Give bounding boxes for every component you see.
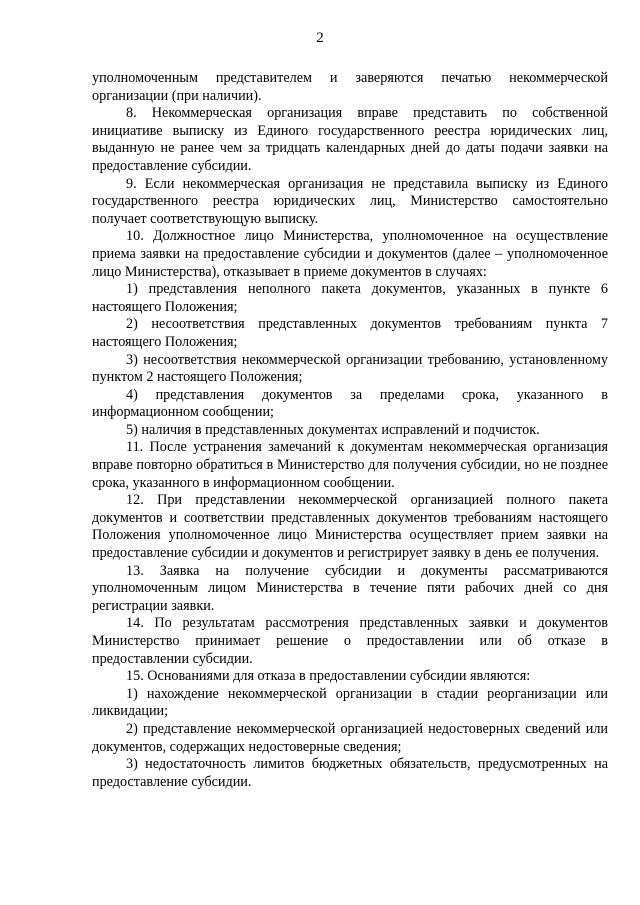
paragraph-continuation: уполномоченным представителем и заверяются печатью некоммерческой организации (при наличии). (92, 70, 608, 104)
paragraph-10: 10. Должностное лицо Министерства, уполномоченное на осуществление приема заявки на предоставление субсидии и документов (далее – уполномоченное лицо Министерства), отказывает в приеме документов в случаях: (92, 228, 608, 280)
paragraph-15-item-1: 1) нахождение некоммерческой организации в стадии реорганизации или ликвидации; (92, 685, 608, 720)
paragraph-10-item-3: 3) несоответствия некоммерческой организации требованию, установленному пунктом 2 настоящего Положения; (92, 351, 608, 386)
paragraph-8: 8. Некоммерческая организация вправе представить по собственной инициативе выписку из Единого государственного реестра юридических лиц, выданную не ранее чем за тридцать календарных дней до даты подачи заявки на предоставление субсидии. (92, 105, 608, 174)
page-number: 2 (316, 30, 324, 46)
paragraph-15-item-2: 2) представление некоммерческой организацией недостоверных сведений или документов, содержащих недостоверные сведения; (92, 720, 608, 755)
paragraph-11: 11. После устранения замечаний к документам некоммерческая организация вправе повторно обратиться в Министерство для получения субсидии, но не позднее срока, указанного в информационном сообщении. (92, 439, 608, 491)
paragraph-10-item-1: 1) представления неполного пакета документов, указанных в пункте 6 настоящего Положения; (92, 281, 608, 315)
paragraph-15-item-3: 3) недостаточность лимитов бюджетных обязательств, предусмотренных на предоставление субсидии. (92, 756, 608, 790)
paragraph-10-item-4: 4) представления документов за пределами срока, указанного в информационном сообщении; (92, 386, 608, 421)
paragraph-10-item-5: 5) наличия в представленных документах исправлений и подчисток. (126, 421, 540, 438)
paragraph-14: 14. По результатам рассмотрения представленных заявки и документов Министерство принимает решение о предоставлении или об отказе в предоставлении субсидии. (92, 615, 608, 667)
document-body (92, 70, 608, 791)
paragraph-15: 15. Основаниями для отказа в предоставлении субсидии являются: (126, 668, 531, 685)
paragraph-12: 12. При представлении некоммерческой организацией полного пакета документов и соответствии представленных документов требованиям настоящего Положения уполномоченное лицо Министерства осуществляет прием заявки на предоставление субсидии и документов и регистрирует заявку в день ее получения. (92, 492, 608, 562)
paragraph-10-item-2: 2) несоответствия представленных документов требованиям пункта 7 настоящего Положения; (92, 316, 608, 350)
paragraph-9: 9. Если некоммерческая организация не представила выписку из Единого государственного реестра юридических лиц, Министерство самостоятельно получает соответствующую выписку. (92, 175, 608, 227)
paragraph-13: 13. Заявка на получение субсидии и документы рассматриваются уполномоченным лицом Министерства в течение пяти рабочих дней со дня регистрации заявки. (92, 562, 608, 614)
